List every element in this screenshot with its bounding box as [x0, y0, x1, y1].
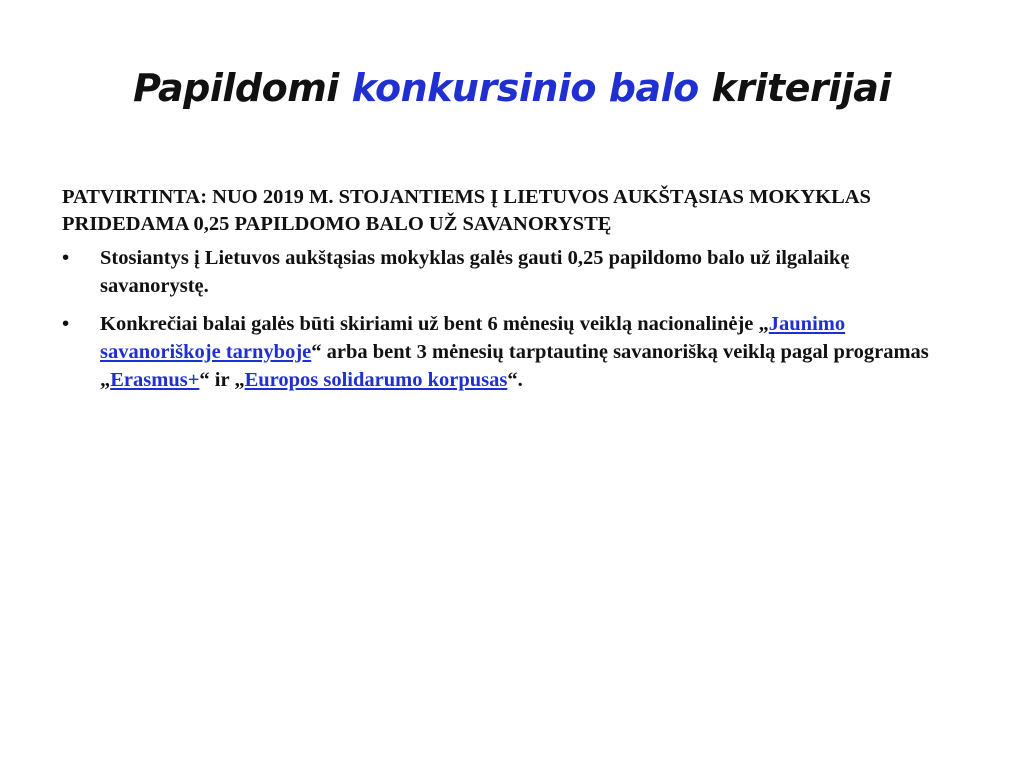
- slide-title: [0, 66, 1024, 112]
- link-europos-solidarumo-korpusas[interactable]: Europos solidarumo korpusas: [244, 369, 508, 391]
- bullet-item-1: [62, 244, 942, 300]
- bullet-dot-icon: •: [62, 312, 70, 335]
- title-accent: konkursinio balo: [351, 66, 699, 110]
- bullet-1-text: Stosiantys į Lietuvos aukštąsias mokyklas galės gauti 0,25 papildomo balo už ilgalaikę savanorystę.: [100, 247, 850, 297]
- bullet-2-text-2: “ arba bent 3 mėnesių tarptautinę savanorišką veiklą pagal programas „: [100, 341, 929, 391]
- link-erasmus[interactable]: Erasmus+: [110, 369, 200, 391]
- bullet-list: [62, 244, 942, 394]
- bullet-dot-icon: •: [62, 246, 70, 269]
- title-part-1: Papildomi: [133, 66, 352, 110]
- bullet-2-text-1: Konkrečiai balai galės būti skiriami už bent 6 mėnesių veiklą nacionalinėje „: [100, 313, 769, 335]
- bullet-item-2: [62, 310, 942, 394]
- bullet-2-text-3: “ ir „: [199, 369, 245, 391]
- title-part-3: kriterijai: [698, 66, 891, 110]
- content-heading: PATVIRTINTA: NUO 2019 M. STOJANTIEMS Į LIETUVOS AUKŠTĄSIAS MOKYKLAS PRIDEDAMA 0,25 PAPILDOMO BALO UŽ SAVANORYSTĘ: [62, 186, 871, 235]
- bullet-2-text-4: “.: [507, 369, 523, 391]
- slide-content: [62, 184, 942, 404]
- link-jaunimo-savanoriskoje-tarnyboje[interactable]: Jaunimo savanoriškoje tarnyboje: [100, 313, 846, 363]
